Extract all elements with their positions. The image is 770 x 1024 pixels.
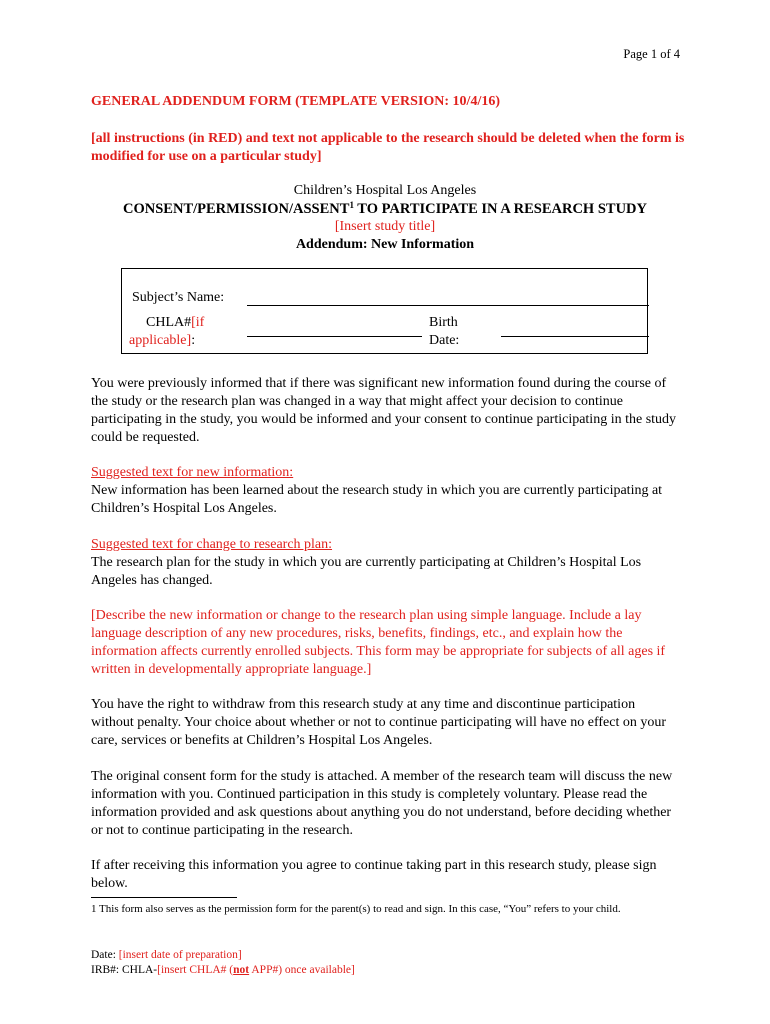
addendum-heading: Addendum: New Information <box>295 237 475 252</box>
chla-label: CHLA#[if <box>146 315 205 330</box>
new-info-heading: Suggested text for new information: <box>91 465 294 480</box>
page-number: Page 1 of 4 <box>623 47 680 61</box>
subject-name-label: Subject’s Name: <box>132 290 225 305</box>
change-heading: Suggested text for change to research plan: <box>91 537 333 552</box>
subject-info-box <box>121 268 648 354</box>
original-consent-paragraph: The original consent form for the study is attached. A member of the research team will discuss the new information with you. Continued participation in this study is completely voluntary. Please read the information provided and ask questions about anything you do not understand, before deciding whether or not to continue participating in the research. <box>91 769 673 838</box>
footer-irb: IRB#: CHLA-[insert CHLA# (not APP#) once available] <box>91 964 355 976</box>
birth-date-label: Birth Date: <box>429 315 460 348</box>
study-title-placeholder: [Insert study title] <box>334 219 436 234</box>
intro-paragraph: You were previously informed that if there was significant new information found during the course of the study or the research plan was changed in a way that might affect your decision to continue participating in the study, you would be informed and your consent to continue participating in the study could be requested. <box>91 376 677 445</box>
sign-below-paragraph: If after receiving this information you agree to continue taking part in this research study, please sign below. <box>91 858 657 891</box>
hospital-name: Children’s Hospital Los Angeles <box>293 183 477 198</box>
footnote: 1 This form also serves as the permission form for the parent(s) to read and sign. In this case, “You” refers to your child. <box>91 903 621 915</box>
footnote-ref: 1 <box>349 200 354 210</box>
subject-name-field[interactable] <box>247 305 649 306</box>
change-text: The research plan for the study in which you are currently participating at Children’s Hospital Los Angeles has changed. <box>91 555 642 588</box>
footnote-divider <box>91 897 237 898</box>
new-info-section <box>91 464 681 518</box>
footer-date: Date: [insert date of preparation] <box>91 949 242 961</box>
form-title: GENERAL ADDENDUM FORM (TEMPLATE VERSION: 10/4/16) <box>91 94 501 109</box>
birth-date-field[interactable] <box>501 336 649 337</box>
withdraw-paragraph: You have the right to withdraw from this research study at any time and discontinue participation without penalty. Your choice about whether or not to continue participating will have no effect on your care, services or benefits at Children’s Hospital Los Angeles. <box>91 697 667 748</box>
consent-title: CONSENT/PERMISSION/ASSENT$^1$ TO PARTICIPATE IN A RESEARCH STUDY <box>123 200 647 217</box>
chla-number-field[interactable] <box>247 336 422 337</box>
chla-label-cont: applicable]: <box>129 333 196 348</box>
describe-instruction: [Describe the new information or change to the research plan using simple language. Include a lay language description of any new procedures, risks, benefits, findings, etc., and explain how the information affects currently enrolled subjects. This form may be appropriate for subjects of all ages if written in developmentally appropriate language.] <box>91 608 666 677</box>
new-info-text: New information has been learned about the research study in which you are currently participating at Children’s Hospital Los Angeles. <box>91 483 663 516</box>
template-instructions: [all instructions (in RED) and text not applicable to the research should be deleted when the form is modified for use on a particular study] <box>91 131 685 164</box>
change-section <box>91 536 681 590</box>
